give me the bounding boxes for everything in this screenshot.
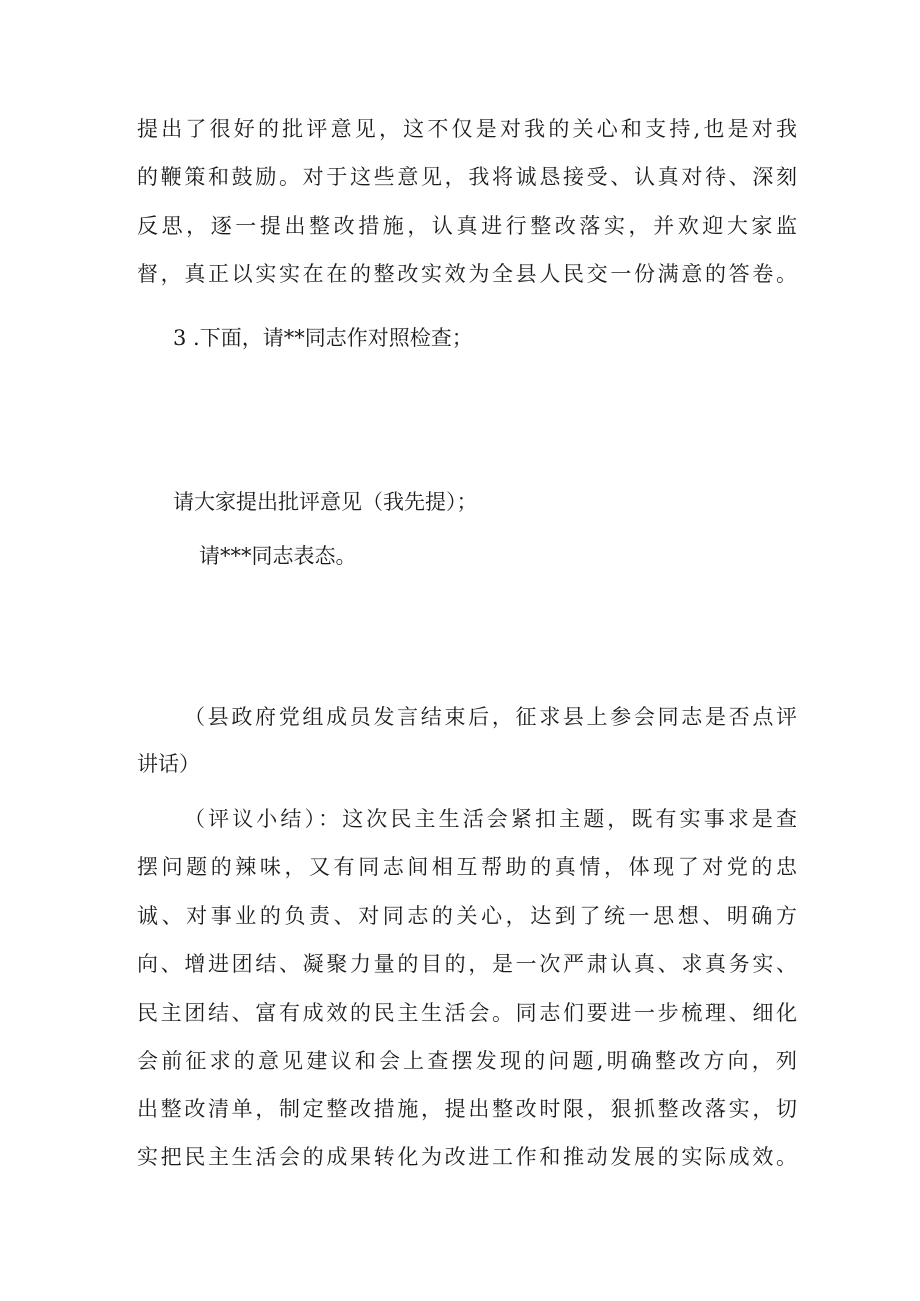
agenda-item-3: 3 .下面，请**同志作对照检查；	[173, 326, 473, 350]
summary-line: 向、增进团结、凝聚力量的目的，是一次严肃认真、求真务实、	[137, 952, 797, 976]
paragraph-line: 督，真正以实实在在的整改实效为全县人民交一份满意的答卷。	[137, 262, 797, 286]
summary-line: （评议小结）：这次民主生活会紧扣主题，既有实事求是查	[184, 807, 797, 831]
paragraph-line: 的鞭策和鼓励。对于这些意见，我将诚恳接受、认真对待、深刻	[137, 165, 797, 189]
summary-line: 诚、对事业的负责、对同志的关心，达到了统一思想、明确方	[137, 904, 797, 928]
paragraph-line: 反思，逐一提出整改措施，认真进行整改落实，并欢迎大家监	[137, 214, 797, 238]
summary-line: 民主团结、富有成效的民主生活会。同志们要进一步梳理、细化	[137, 1001, 797, 1025]
summary-line: 出整改清单，制定整改措施，提出整改时限，狠抓整改落实，切	[137, 1097, 797, 1121]
statement-prompt: 请***同志表态。	[199, 544, 357, 568]
summary-line: 会前征求的意见建议和会上查摆发现的问题,明确整改方向，列	[137, 1049, 797, 1073]
summary-line: 实把民主生活会的成果转化为改进工作和推动发展的实际成效。	[137, 1145, 797, 1169]
note-line: 讲话）	[137, 752, 200, 776]
paragraph-line: 提出了很好的批评意见，这不仅是对我的关心和支持,也是对我	[137, 117, 797, 141]
note-line: （县政府党组成员发言结束后，征求县上参会同志是否点评	[184, 705, 797, 729]
critique-prompt: 请大家提出批评意见（我先提）；	[173, 490, 478, 514]
summary-line: 摆问题的辣味，又有同志间相互帮助的真情，体现了对党的忠	[137, 855, 797, 879]
